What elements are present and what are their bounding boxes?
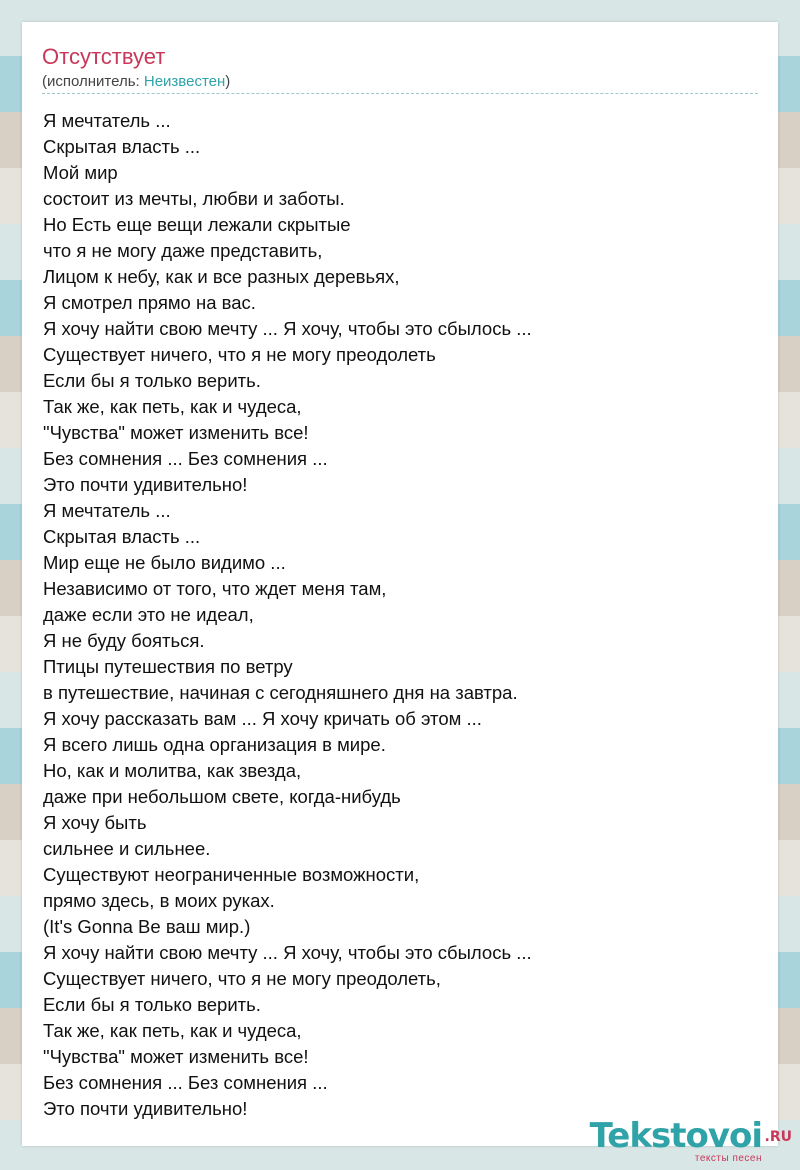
lyric-line: "Чувства" может изменить все!: [43, 422, 309, 443]
lyric-line: Я всего лишь одна организация в мире.: [43, 734, 386, 755]
lyric-line: Скрытая власть ...: [43, 526, 201, 547]
logo-tagline: тексты песен: [694, 1153, 762, 1164]
lyric-line: Без сомнения ... Без сомнения ...: [43, 1072, 328, 1093]
lyric-line: прямо здесь, в моих руках.: [43, 890, 275, 911]
lyric-line: что я не могу даже представить,: [43, 240, 323, 261]
lyric-line: Так же, как петь, как и чудеса,: [43, 1020, 302, 1041]
lyric-line: Я мечтатель ...: [43, 500, 171, 521]
lyric-line: Мой мир: [43, 162, 118, 183]
lyric-line: Я хочу быть: [43, 812, 147, 833]
song-title: Отсутствует: [42, 44, 166, 69]
lyric-line: даже если это не идеал,: [43, 604, 254, 625]
lyric-line: (It's Gonna Be ваш мир.): [43, 916, 251, 937]
lyrics-card: [22, 22, 778, 1146]
lyric-line: Независимо от того, что ждет меня там,: [43, 578, 387, 599]
meta-prefix: (исполнитель:: [42, 73, 144, 90]
lyric-line: состоит из мечты, любви и заботы.: [43, 188, 345, 209]
lyric-line: Это почти удивительно!: [43, 474, 248, 495]
artist-link[interactable]: Неизвестен: [143, 73, 226, 90]
lyric-line: Но, как и молитва, как звезда,: [43, 760, 302, 781]
divider: [42, 93, 758, 94]
lyric-line: Я не буду бояться.: [43, 630, 205, 651]
lyric-line: Если бы я только верить.: [43, 370, 261, 391]
logo-name: Tekstovoi: [589, 1116, 762, 1156]
lyric-line: Без сомнения ... Без сомнения ...: [43, 448, 328, 469]
lyric-line: Если бы я только верить.: [43, 994, 261, 1015]
meta-suffix: ): [225, 73, 231, 90]
lyric-line: Существуют неограниченные возможности,: [43, 864, 420, 885]
lyric-line: Скрытая власть ...: [43, 136, 201, 157]
lyric-line: в путешествие, начиная с сегодняшнего дня на завтра.: [43, 682, 518, 703]
lyric-line: Лицом к небу, как и все разных деревьях,: [43, 266, 400, 287]
lyric-line: даже при небольшом свете, когда-нибудь: [43, 786, 401, 807]
lyric-line: Так же, как петь, как и чудеса,: [43, 396, 302, 417]
lyric-line: Я хочу найти свою мечту ... Я хочу, чтобы это сбылось ...: [43, 942, 532, 963]
logo-tld: .RU: [764, 1129, 792, 1145]
lyric-line: Это почти удивительно!: [43, 1098, 248, 1119]
lyric-line: Птицы путешествия по ветру: [43, 656, 293, 677]
song-meta: [42, 73, 230, 91]
lyric-line: Существует ничего, что я не могу преодолеть,: [43, 968, 441, 989]
lyric-line: Мир еще не было видимо ...: [43, 552, 286, 573]
site-logo[interactable]: [582, 1116, 792, 1164]
lyric-line: Я хочу найти свою мечту ... Я хочу, чтобы это сбылось ...: [43, 318, 532, 339]
lyric-line: "Чувства" может изменить все!: [43, 1046, 309, 1067]
lyric-line: Я смотрел прямо на вас.: [43, 292, 256, 313]
lyrics-text: [43, 108, 532, 1122]
lyric-line: Я мечтатель ...: [43, 110, 171, 131]
lyric-line: Но Есть еще вещи лежали скрытые: [43, 214, 351, 235]
lyric-line: сильнее и сильнее.: [43, 838, 211, 859]
lyric-line: Я хочу рассказать вам ... Я хочу кричать об этом ...: [43, 708, 482, 729]
lyric-line: Существует ничего, что я не могу преодолеть: [43, 344, 436, 365]
